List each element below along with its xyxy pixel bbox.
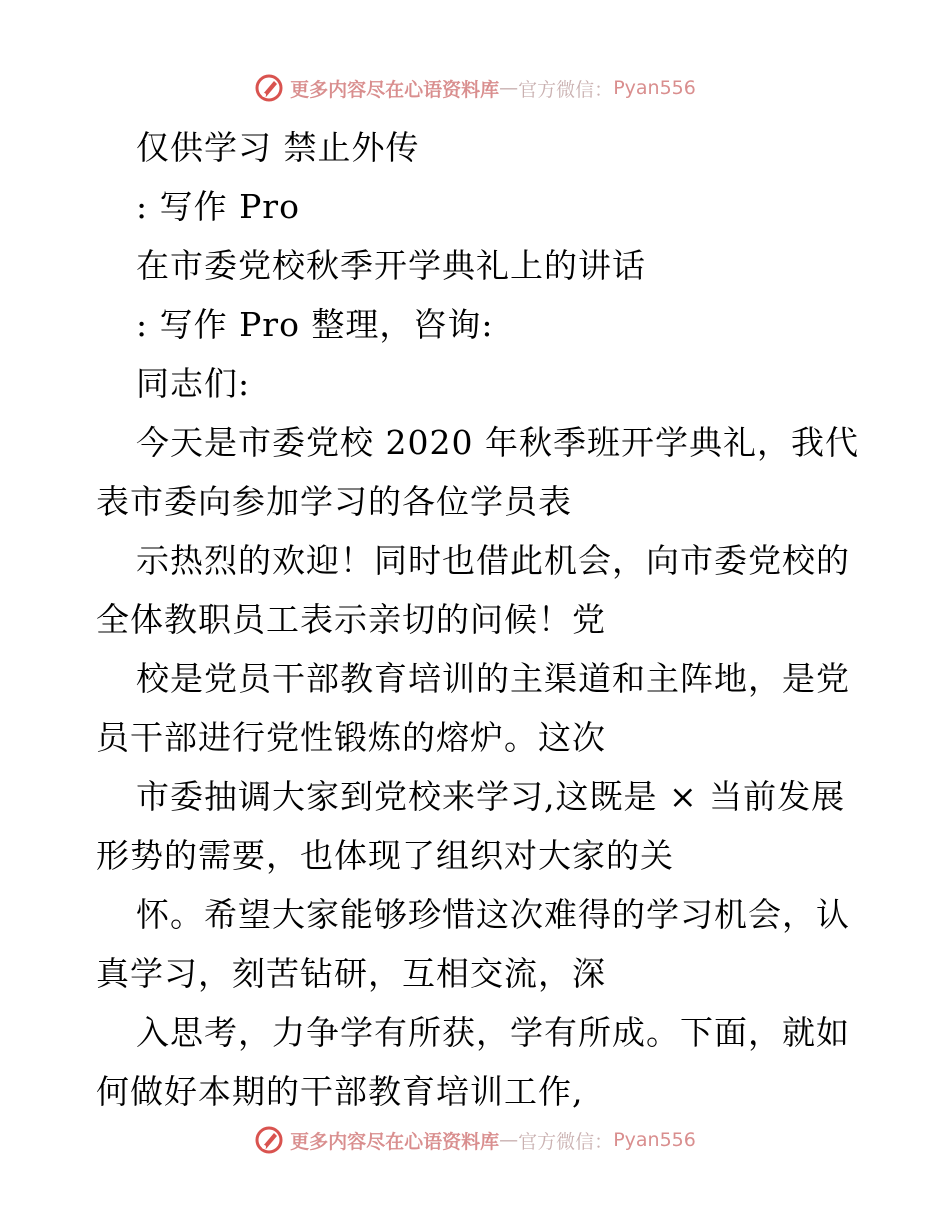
- watermark-official-label: 官方微信：: [518, 78, 614, 101]
- document-line: 市委抽调大家到党校来学习,这既是 × 当前发展: [136, 777, 846, 816]
- document-line: 员干部进行党性锻炼的熔炉。这次: [96, 718, 606, 757]
- document-line: 今天是市委党校 2020 年秋季班开学典礼，我代: [136, 423, 859, 462]
- document-line: 全体教职员工表示亲切的问候！党: [96, 600, 606, 639]
- document-line: : 写作 Pro: [136, 187, 300, 226]
- document-line: 在市委党校秋季开学典礼上的讲话: [136, 246, 646, 285]
- pen-circle-logo-icon: [254, 73, 284, 103]
- document-line: 真学习，刻苦钻研，互相交流，深: [96, 954, 606, 993]
- watermark-dash: —: [499, 1129, 519, 1151]
- document-line: 入思考，力争学有所获，学有所成。下面，就如: [136, 1013, 850, 1052]
- watermark-main-text: 更多内容尽在心语资料库: [290, 1130, 500, 1153]
- pen-circle-logo-icon: [254, 1125, 284, 1155]
- watermark-dash: —: [499, 77, 519, 99]
- document-line: 同志们:: [136, 364, 251, 403]
- document-body: [96, 118, 866, 1121]
- document-line: 何做好本期的干部教育培训工作,: [96, 1072, 584, 1111]
- watermark-wechat-id: Pyan556: [613, 1129, 696, 1151]
- document-line: 校是党员干部教育培训的主渠道和主阵地，是党: [136, 659, 850, 698]
- document-line: 仅供学习 禁止外传: [136, 128, 420, 167]
- watermark-wechat-id: Pyan556: [613, 77, 696, 99]
- document-line: 怀。希望大家能够珍惜这次难得的学习机会，认: [136, 895, 850, 934]
- document-line: : 写作 Pro 整理，咨询:: [136, 305, 494, 344]
- header-watermark: [0, 68, 950, 108]
- watermark-official-label: 官方微信：: [518, 1130, 614, 1153]
- watermark-main-text: 更多内容尽在心语资料库: [290, 78, 500, 101]
- document-line: 表市委向参加学习的各位学员表: [96, 482, 572, 521]
- document-line: 示热烈的欢迎！同时也借此机会，向市委党校的: [136, 541, 850, 580]
- document-line: 形势的需要，也体现了组织对大家的关: [96, 836, 674, 875]
- footer-watermark: [0, 1120, 950, 1160]
